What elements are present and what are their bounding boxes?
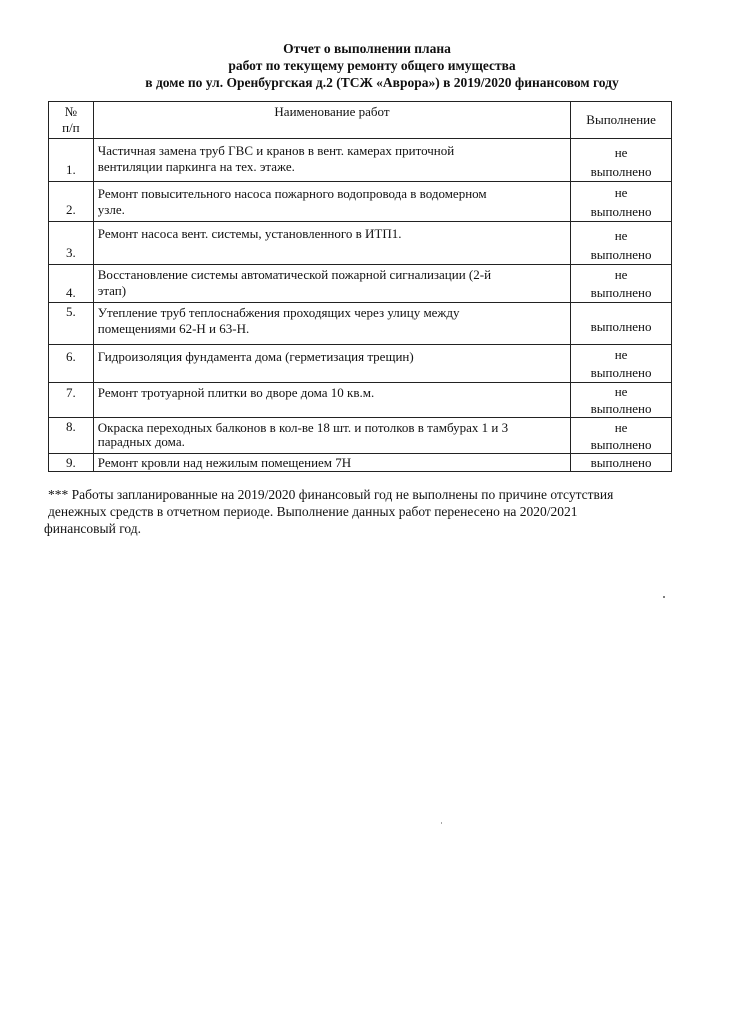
table-row xyxy=(49,454,672,472)
row-number: 4. xyxy=(49,265,94,303)
header-number: № п/п xyxy=(49,102,94,139)
table-row xyxy=(49,182,672,222)
row-number: 5. xyxy=(49,303,94,345)
row-number: 9. xyxy=(49,454,94,472)
row-number: 1. xyxy=(49,139,94,182)
row-work-name: Ремонт насоса вент. системы, установленного в ИТП1. xyxy=(93,222,570,265)
row-work-name: Восстановление системы автоматической пожарной сигнализации (2-й этап) xyxy=(93,265,570,303)
header-work-name: Наименование работ xyxy=(93,102,570,139)
title-line-2: работ по текущему ремонту общего имущества xyxy=(228,58,516,73)
footnote-line-3: финансовый год. xyxy=(44,521,142,536)
table-row xyxy=(49,303,672,345)
title-line-1: Отчет о выполнении плана xyxy=(283,41,451,56)
table-header-row xyxy=(49,102,672,139)
row-number: 6. xyxy=(49,345,94,383)
row-status: выполнено xyxy=(571,454,672,472)
table-row xyxy=(49,345,672,383)
row-status: не выполнено xyxy=(571,265,672,303)
row-work-name: Ремонт повысительного насоса пожарного водопровода в водомерном узле. xyxy=(93,182,570,222)
title-line-3: в доме по ул. Оренбургская д.2 (ТСЖ «Аврора») в 2019/2020 финансовом году xyxy=(145,75,619,90)
row-work-name: Окраска переходных балконов в кол-ве 18 шт. и потолков в тамбурах 1 и 3 парадных дома. xyxy=(93,418,570,454)
footnote-line-2: денежных средств в отчетном периоде. Выполнение данных работ перенесено на 2020/2021 xyxy=(48,504,578,519)
scan-speck xyxy=(663,596,665,598)
table-row xyxy=(49,418,672,454)
footnote xyxy=(44,486,684,537)
row-work-name: Ремонт тротуарной плитки во дворе дома 10 кв.м. xyxy=(93,383,570,418)
row-work-name: Гидроизоляция фундамента дома (герметизация трещин) xyxy=(93,345,570,383)
works-table xyxy=(48,101,672,472)
row-number: 7. xyxy=(49,383,94,418)
header-status: Выполнение xyxy=(571,102,672,139)
row-status: выполнено xyxy=(571,303,672,345)
row-work-name: Частичная замена труб ГВС и кранов в вент. камерах приточной вентиляции паркинга на тех. этаже. xyxy=(93,139,570,182)
row-status: не выполнено xyxy=(571,418,672,454)
document-title xyxy=(0,40,744,91)
table-row xyxy=(49,383,672,418)
row-work-name: Ремонт кровли над нежилым помещением 7Н xyxy=(93,454,570,472)
row-status: не выполнено xyxy=(571,383,672,418)
row-number: 3. xyxy=(49,222,94,265)
table-row xyxy=(49,265,672,303)
row-status: не выполнено xyxy=(571,139,672,182)
row-status: не выполнено xyxy=(571,345,672,383)
footnote-line-1: *** Работы запланированные на 2019/2020 финансовый год не выполнены по причине отсутствия xyxy=(48,487,614,502)
row-work-name: Утепление труб теплоснабжения проходящих через улицу между помещениями 62-Н и 63-Н. xyxy=(93,303,570,345)
row-number: 8. xyxy=(49,418,94,454)
scan-speck xyxy=(441,822,442,824)
table-row xyxy=(49,222,672,265)
table-row xyxy=(49,139,672,182)
row-status: не выполнено xyxy=(571,182,672,222)
row-status: не выполнено xyxy=(571,222,672,265)
row-number: 2. xyxy=(49,182,94,222)
